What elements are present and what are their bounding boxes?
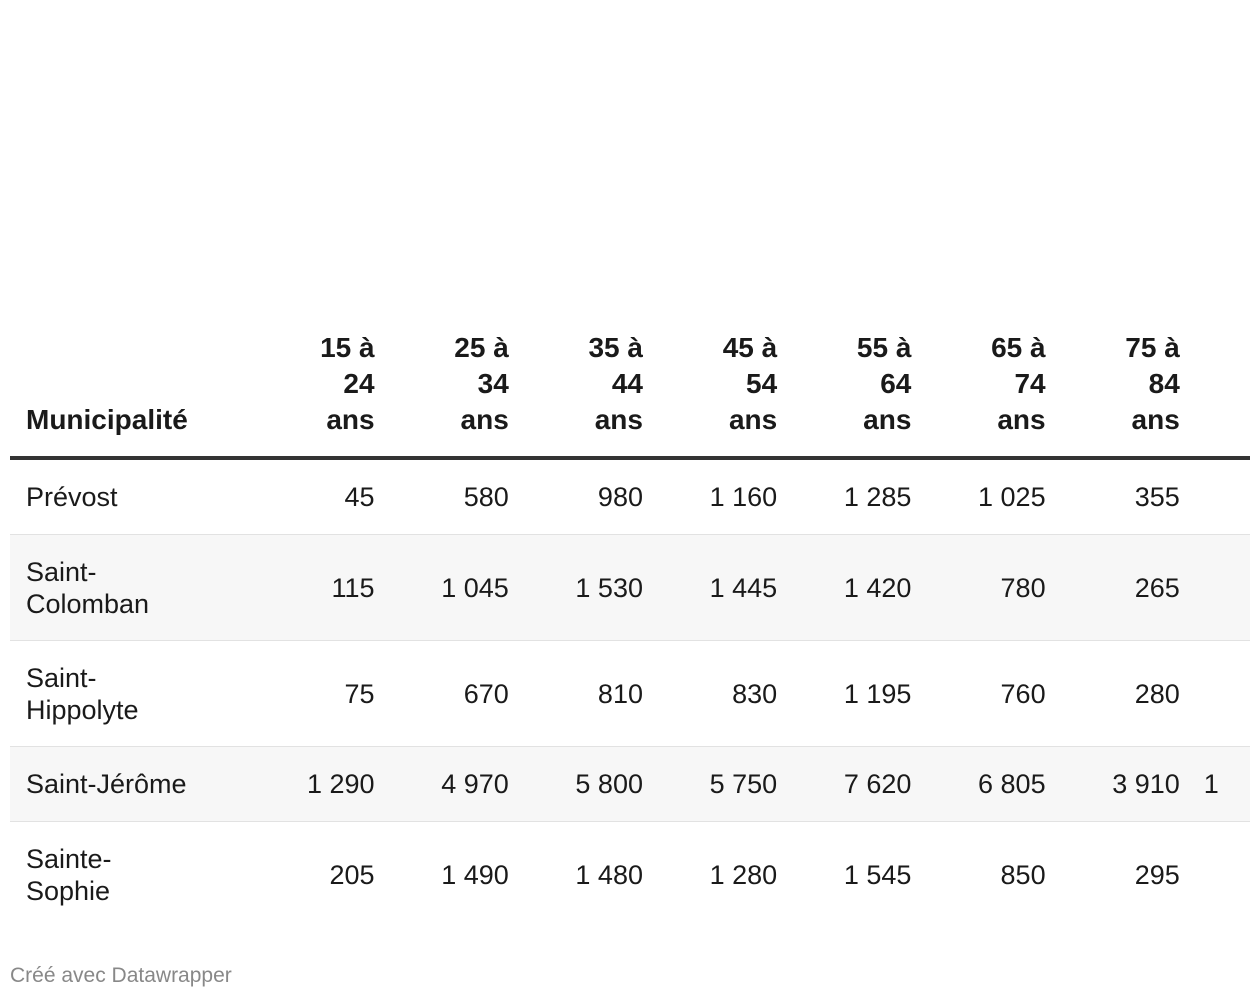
value-cell: 265 (1056, 535, 1190, 641)
data-table-container (10, 330, 1219, 927)
value-cell: 295 (1134, 859, 1180, 890)
cut-off-value-cell (1190, 822, 1250, 928)
column-header-line: ans (728, 404, 778, 435)
table-header-row (10, 330, 1250, 458)
value-cell: 830 (653, 641, 787, 747)
municipality-name-line: Saint-Jérôme (26, 769, 187, 799)
column-header-line: ans (997, 404, 1046, 435)
column-header-age-group[interactable] (1056, 330, 1190, 458)
value-cell: 850 (1000, 859, 1046, 890)
value-cell: 1 195 (787, 641, 921, 747)
value-cell: 3 910 (1056, 747, 1190, 822)
municipality-name-cell (10, 822, 250, 928)
table-row (10, 535, 1250, 641)
column-header-line: Municipalité (26, 404, 188, 435)
column-header-age-group[interactable] (653, 330, 787, 458)
value-cell: 205 (329, 859, 375, 890)
value-cell: 355 (1056, 458, 1190, 535)
column-header-age-group[interactable] (250, 330, 384, 458)
column-header-line: 55 à (856, 332, 912, 363)
municipality-name-line: Sainte- (26, 843, 112, 874)
value-cell: 810 (519, 641, 653, 747)
value-cell: 1 490 (441, 859, 509, 890)
column-header-line: 15 à (320, 332, 375, 363)
column-header-line: 34 (477, 368, 509, 399)
municipality-name-line: Saint- (26, 662, 97, 693)
municipality-name-line: Colomban (26, 588, 150, 619)
datawrapper-credit[interactable]: Créé avec Datawrapper (10, 964, 232, 987)
column-header-line: 75 à (1125, 332, 1180, 363)
column-header-line: 65 à (991, 332, 1046, 363)
column-header-line: ans (460, 404, 509, 435)
table-row (10, 747, 1250, 822)
column-header-line: 25 à (454, 332, 509, 363)
value-cell: 760 (921, 641, 1055, 747)
value-cell: 7 620 (787, 747, 921, 822)
column-header-line: 64 (880, 368, 912, 399)
value-cell: 6 805 (921, 747, 1055, 822)
column-header-line: 24 (343, 368, 375, 399)
value-cell: 115 (250, 535, 384, 641)
column-header-line: ans (326, 404, 375, 435)
value-cell: 5 800 (519, 747, 653, 822)
municipality-name-cell (10, 458, 250, 535)
municipality-name-line: Hippolyte (26, 694, 139, 725)
municipality-name-cell (10, 535, 250, 641)
table-body (10, 458, 1250, 927)
cut-off-value-cell (1190, 458, 1250, 535)
municipality-name-cell (10, 747, 250, 822)
cut-off-value-cell: 1 (1190, 747, 1250, 822)
column-header-line: 35 à (588, 332, 643, 363)
municipality-name-line: Prévost (26, 482, 118, 512)
column-header-line: 44 (611, 368, 643, 399)
value-cell: 580 (385, 458, 519, 535)
value-cell: 1 045 (385, 535, 519, 641)
cut-off-value-cell (1190, 535, 1250, 641)
column-header-line: ans (594, 404, 643, 435)
data-table (10, 330, 1250, 927)
municipality-name-cell (10, 641, 250, 747)
value-cell: 1 290 (250, 747, 384, 822)
value-cell: 75 (250, 641, 384, 747)
table-row (10, 458, 1250, 535)
municipality-name-line: Saint- (26, 556, 97, 587)
value-cell: 670 (385, 641, 519, 747)
value-cell: 1 420 (787, 535, 921, 641)
column-header-municipalite[interactable] (10, 330, 250, 458)
value-cell: 980 (519, 458, 653, 535)
column-header-line: 54 (746, 368, 778, 399)
value-cell: 1 025 (921, 458, 1055, 535)
column-header-age-group[interactable] (921, 330, 1055, 458)
column-header-age-group[interactable] (519, 330, 653, 458)
column-header-cut-off (1190, 330, 1250, 458)
value-cell: 1 285 (787, 458, 921, 535)
value-cell: 1 445 (653, 535, 787, 641)
value-cell: 280 (1056, 641, 1190, 747)
cut-off-value-cell (1190, 641, 1250, 747)
column-header-line: 74 (1014, 368, 1046, 399)
value-cell: 5 750 (653, 747, 787, 822)
column-header-line: ans (1131, 404, 1180, 435)
value-cell: 1 480 (575, 859, 643, 890)
value-cell: 1 545 (843, 859, 912, 890)
column-header-age-group[interactable] (385, 330, 519, 458)
municipality-name-line: Sophie (26, 875, 111, 906)
value-cell: 45 (250, 458, 384, 535)
value-cell: 4 970 (385, 747, 519, 822)
column-header-line: 45 à (722, 332, 778, 363)
table-row (10, 641, 1250, 747)
column-header-line: 84 (1148, 368, 1180, 399)
value-cell: 1 280 (709, 859, 778, 890)
column-header-line: ans (863, 404, 912, 435)
table-row (10, 822, 1250, 928)
value-cell: 1 160 (653, 458, 787, 535)
column-header-age-group[interactable] (787, 330, 921, 458)
value-cell: 780 (921, 535, 1055, 641)
value-cell: 1 530 (519, 535, 653, 641)
